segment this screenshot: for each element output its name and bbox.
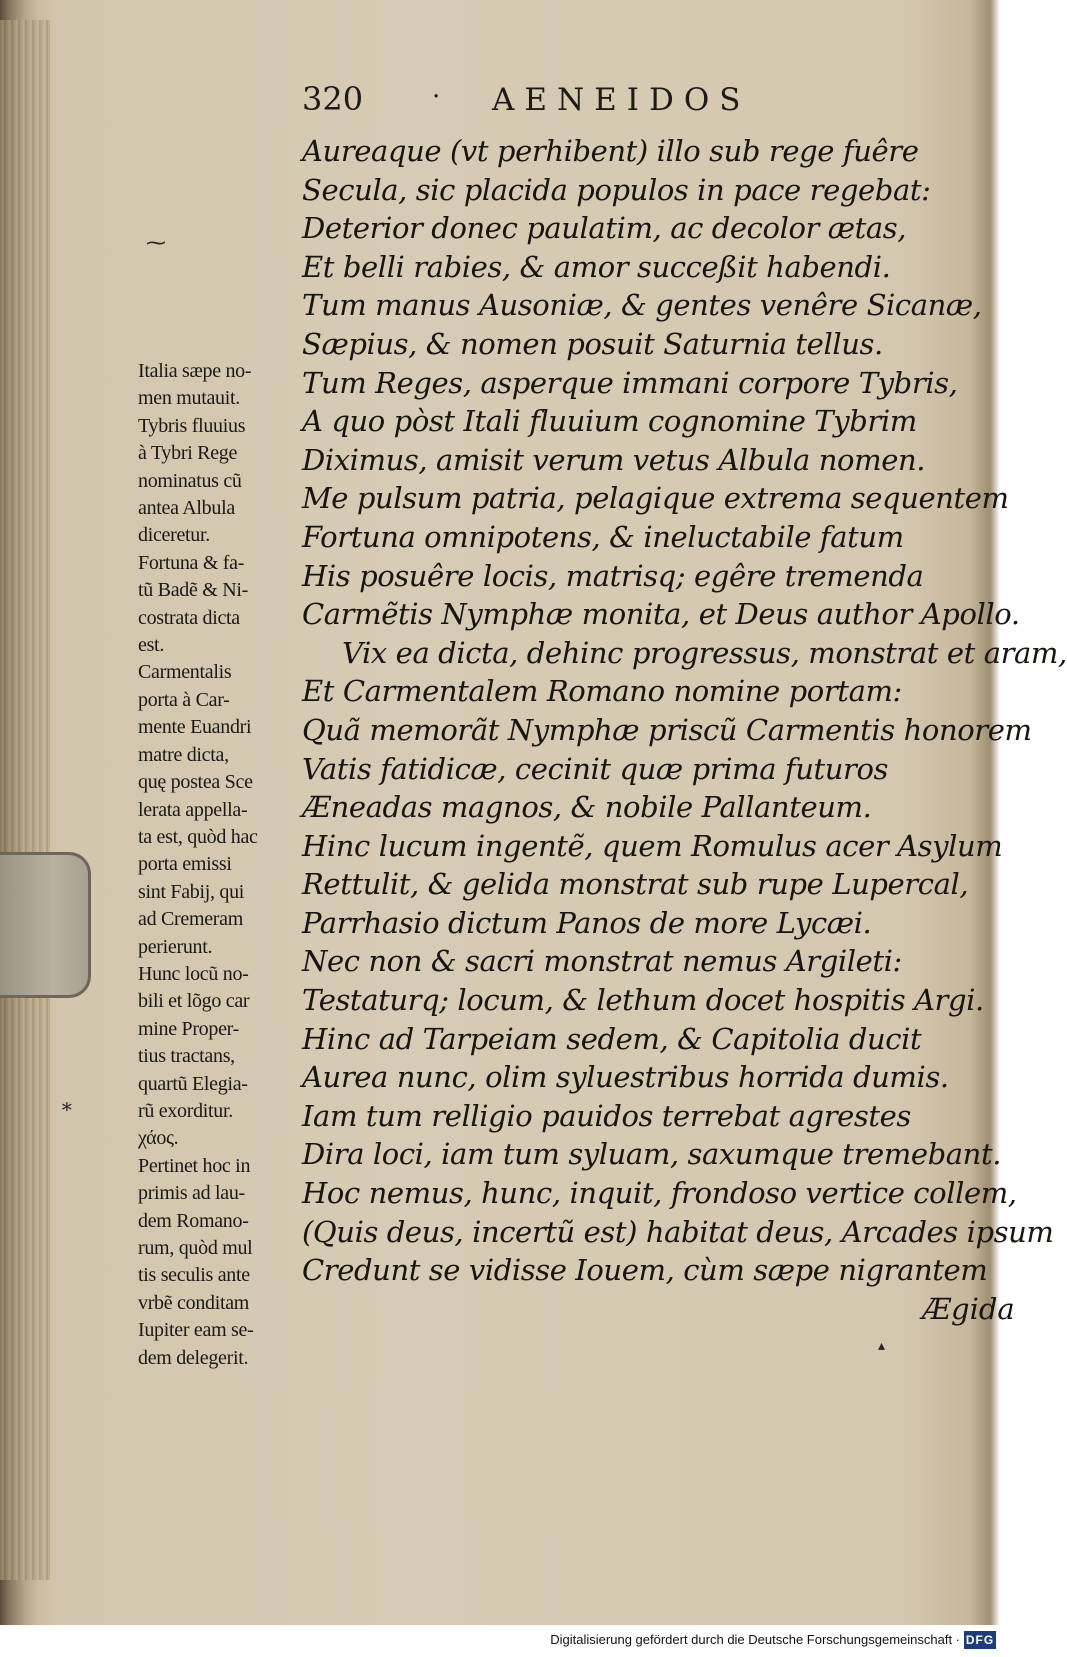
verse-line: Vix ea dicta, dehinc progressus, monstrat et aram, (342, 635, 1067, 670)
margin-note-line: quartũ Elegia- (138, 1072, 248, 1095)
margin-note-line: Iupiter eam se- (138, 1319, 254, 1342)
margin-note-line: diceretur. (138, 524, 210, 547)
verse-line: Æneadas magnos, & nobile Pallanteum. (302, 790, 872, 825)
margin-note-line: ta est, quòd hac (138, 825, 258, 848)
ink-speck: ∗ (60, 1094, 74, 1118)
margin-note-line: primis ad lau- (138, 1182, 245, 1205)
margin-note-line: dem Romano- (138, 1209, 249, 1232)
verse-line: Aurea nunc, olim syluestribus horrida dumis. (302, 1060, 949, 1095)
verse-line: Aureaque (vt perhibent) illo sub rege fuêre (302, 134, 919, 168)
margin-note-line: Hunc locũ no- (138, 962, 249, 985)
margin-note-line: sint Fabij, qui (138, 880, 245, 903)
verse-line: Quã memorãt Nymphæ priscũ Carmentis honorem (302, 712, 1032, 747)
verse-line: Vatis fatidicæ, cecinit quæ prima futuros (302, 751, 889, 786)
verse-line: Tum Reges, asperque immani corpore Tybris, (302, 365, 958, 400)
verse-block (302, 132, 1067, 1290)
verse-line: Dira loci, iam tum syluam, saxumque tremebant. (302, 1137, 1002, 1172)
dfg-logo-icon: DFG (965, 1633, 995, 1647)
verse-line: Carmẽtis Nymphæ monita, et Deus author Apollo. (302, 597, 1020, 632)
verse-line: Tum manus Ausoniæ, & gentes venêre Sicanæ, (302, 288, 982, 323)
book-page-edges (0, 20, 50, 1580)
verse-line: Me pulsum patria, pelagique extrema sequentem (302, 481, 1009, 516)
running-title: AENEIDOS (492, 82, 751, 118)
margin-note-line: lerata appella- (138, 798, 248, 821)
verse-line: Hoc nemus, hunc, inquit, frondoso vertice collem, (302, 1176, 1017, 1211)
margin-note-line: tis seculis ante (138, 1264, 250, 1287)
verse-line: Testaturq; locum, & lethum docet hospitis Argi. (302, 983, 984, 1018)
margin-note-line: quę postea Sce (138, 771, 253, 794)
verse-line: Et Carmentalem Romano nomine portam: (302, 674, 902, 709)
verse-line: Hinc ad Tarpeiam sedem, & Capitolia ducit (302, 1021, 922, 1056)
margin-note-line: dem delegerit. (138, 1346, 249, 1369)
margin-note-line: Italia sæpe no- (138, 360, 252, 382)
verse-line: Fortuna omnipotens, & ineluctabile fatum (302, 519, 904, 554)
verse-line: Credunt se vidisse Iouem, cùm sæpe nigrantem (302, 1253, 988, 1288)
verse-line: Et belli rabies, & amor succeßit habendi. (302, 249, 891, 284)
margin-note-line: mine Proper- (138, 1017, 239, 1040)
page-number: 320 (302, 80, 364, 118)
ink-speck: ▴ (878, 1338, 886, 1354)
margin-note-line: Fortuna & fa- (138, 551, 245, 574)
verse-line: Deterior donec paulatim, ac decolor ætas, (302, 211, 907, 246)
verse-line: Rettulit, & gelida monstrat sub rupe Lupercal, (302, 867, 969, 902)
margin-note-line: χάος. (138, 1127, 179, 1150)
book-page (52, 20, 1067, 1620)
verse-line: Hinc lucum ingentẽ, quem Romulus acer Asylum (302, 828, 1003, 863)
verse-line: A quo pòst Itali fluuium cognomine Tybrim (302, 404, 917, 439)
verse-line: Secula, sic placida populos in pace regebat: (302, 172, 931, 207)
verse-line: (Quis deus, incertũ est) habitat deus, Arcades ipsum (302, 1214, 1054, 1249)
margin-note-line: est. (138, 634, 165, 657)
ink-speck: ⁓ (146, 230, 166, 254)
margin-note-line: Pertinet hoc in (138, 1154, 251, 1177)
margin-note-line: costrata dicta (138, 606, 240, 629)
margin-note-line: matre dicta, (138, 743, 229, 766)
margin-note-line: Carmentalis (138, 661, 232, 684)
verse-line: Diximus, amisit verum vetus Albula nomen. (302, 442, 926, 477)
verse-line: Sæpius, & nomen posuit Saturnia tellus. (302, 326, 883, 361)
margin-note-line: porta à Car- (138, 688, 230, 711)
margin-note-line: mente Euandri (138, 716, 252, 739)
header-separator: · (432, 82, 441, 112)
margin-note-line: nominatus cũ (138, 469, 242, 492)
margin-note-line: porta emissi (138, 853, 232, 876)
page-header (302, 80, 862, 130)
catchword: Ægida (922, 1292, 1015, 1326)
margin-note-line: vrbẽ conditam (138, 1291, 250, 1314)
margin-note-line: antea Albula (138, 497, 235, 520)
funding-credit: Digitalisierung gefördert durch die Deutsche Forschungsgemeinschaft · (550, 1632, 960, 1647)
margin-note-line: ad Cremeram (138, 908, 243, 931)
margin-note-line: tius tractans, (138, 1045, 235, 1068)
verse-line: His posuêre locis, matrisq; egêre tremenda (302, 558, 924, 593)
margin-note-line: tũ Badẽ & Ni- (138, 579, 248, 602)
verse-line: Parrhasio dictum Panos de more Lycæi. (302, 905, 872, 940)
margin-note-line: perierunt. (138, 935, 213, 958)
verse-line: Iam tum relligio pauidos terrebat agrestes (302, 1098, 911, 1133)
verse-line: Nec non & sacri monstrat nemus Argileti: (302, 944, 902, 979)
digitization-footer (0, 1625, 1000, 1657)
marginal-notes (138, 358, 298, 1372)
margin-note-line: rum, quòd mul (138, 1237, 253, 1259)
margin-note-line: bili et lõgo car (138, 990, 250, 1013)
margin-note-line: rũ exorditur. (138, 1099, 233, 1122)
margin-note-line: Tybris fluuius (138, 414, 246, 437)
margin-note-line: men mutauit. (138, 387, 240, 410)
margin-note-line: à Tybri Rege (138, 442, 238, 465)
